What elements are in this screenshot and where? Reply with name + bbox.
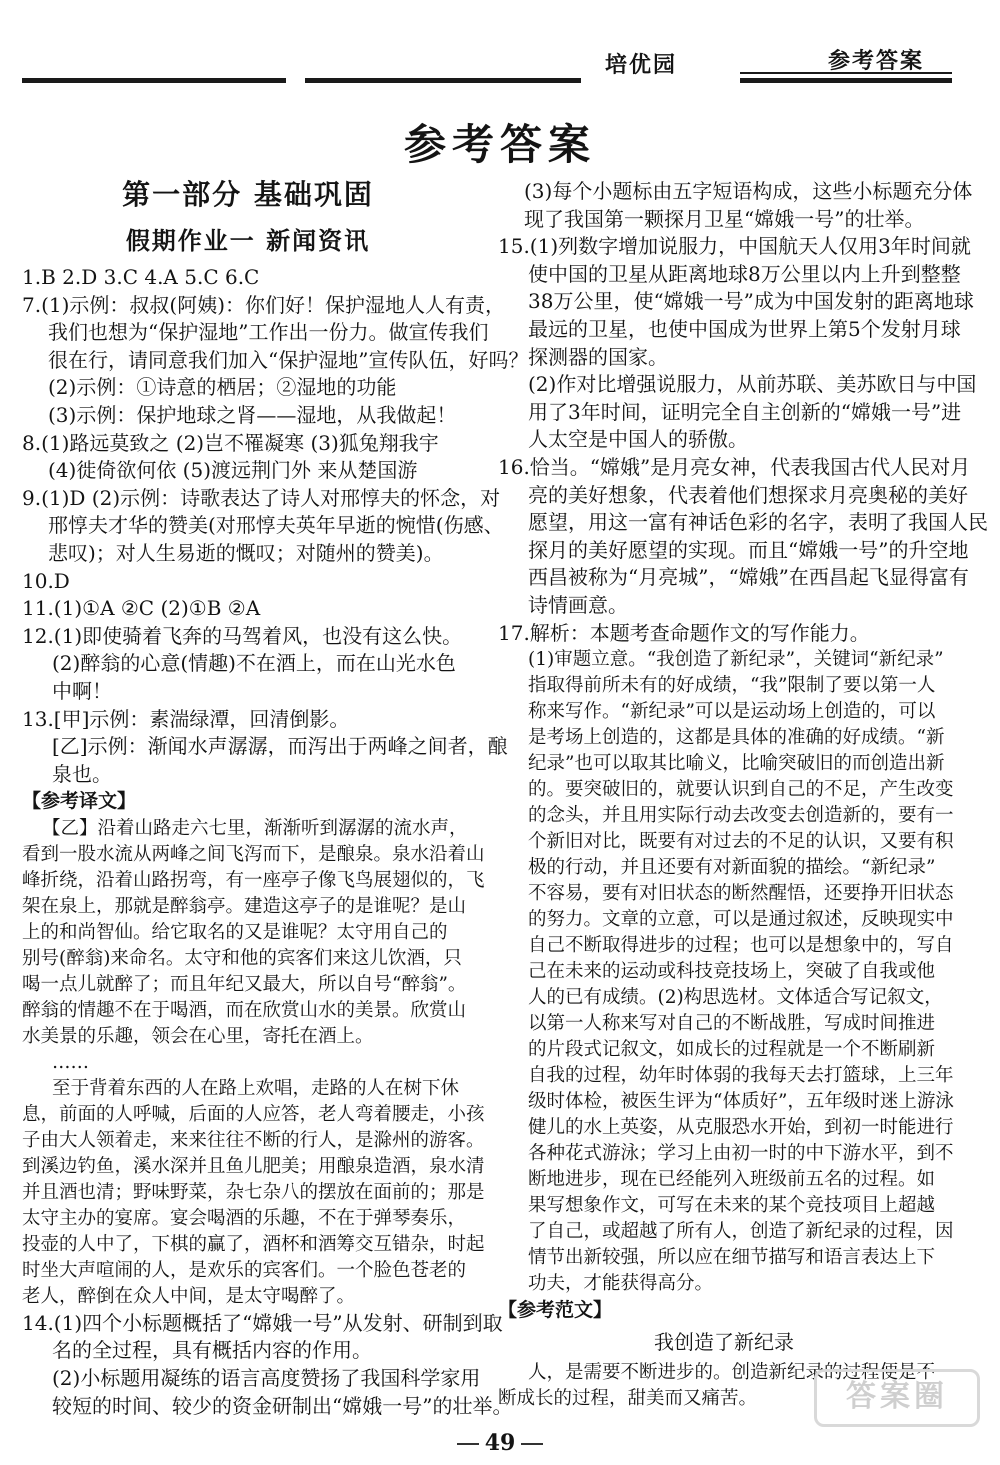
translation-line: 老人，醉倒在众人中间，是太守喝醉了。 xyxy=(22,1285,356,1307)
answer-line: 亮的美好想象，代表着他们想探求月亮奥秘的美好 xyxy=(528,482,968,507)
translation-line: 别号(醉翁)来命名。太守和他的宾客们来这儿饮酒，只 xyxy=(22,947,462,969)
answer-line: 15.(1)列数字增加说服力，中国航天人仅用3年时间就 xyxy=(498,234,971,259)
answer-line: (2)醉翁的心意(情趣)不在酒上，而在山光水色 xyxy=(52,651,456,676)
translation-line: 并且酒也清；野味野菜，杂七杂八的摆放在面前的；那是 xyxy=(22,1181,485,1203)
answer-line: 14.(1)四个小标题概括了“嫦娥一号”从发射、研制到取 xyxy=(22,1310,503,1335)
analysis-line: 称来写作。“新纪录”可以是运动场上创造的，可以 xyxy=(528,701,936,723)
translation-line: 子由大人领着走，来来往往不断的行人，是滁州的游客。 xyxy=(22,1129,485,1151)
page-number-dash-left xyxy=(457,1443,479,1445)
translation-line: 水美景的乐趣，领会在心里，寄托在酒上。 xyxy=(22,1025,374,1047)
translation-line: 太守主办的宴席。宴会喝酒的乐趣，不在于弹琴奏乐， xyxy=(22,1207,467,1229)
translation-line: 看到一股水流从两峰之间飞泻而下，是酿泉。泉水沿着山 xyxy=(22,843,485,865)
answer-line: 中啊！ xyxy=(52,678,112,703)
essay-title: 我创造了新纪录 xyxy=(654,1329,794,1354)
answer-line: 17.解析：本题考查命题作文的写作能力。 xyxy=(498,620,870,645)
answer-line: (4)徙倚欲何依 (5)渡远荆门外 来从楚国游 xyxy=(48,458,418,483)
answer-line: (3)示例：保护地球之肾——湿地，从我做起！ xyxy=(48,402,457,427)
analysis-line: 的片段式记叙文，如成长的过程就是一个不断刷新 xyxy=(528,1039,936,1061)
analysis-line: 果写想象作文，可写在未来的某个竞技项目上超越 xyxy=(528,1195,936,1217)
translation-line: 喝一点儿就醉了；而且年纪又最大，所以自号“醉翁”。 xyxy=(22,973,467,995)
answer-line: 使中国的卫星从距离地球8万公里以内上升到整整 xyxy=(528,261,961,286)
analysis-line: 指取得前所未有的好成绩，“我”限制了要以第一人 xyxy=(528,675,936,697)
analysis-line: 纪录”也可以取其比喻义，比喻突破旧的而创造出新 xyxy=(528,753,945,775)
translation-line: 【乙】沿着山路走六七里，渐渐听到潺潺的流水声， xyxy=(42,817,468,839)
ellipsis: …… xyxy=(52,1051,89,1073)
analysis-line: 个新旧对比，既要有对过去的不足的认识，又要有积 xyxy=(528,831,954,853)
subsection-title: 假期作业一 新闻资讯 xyxy=(125,226,371,255)
analysis-line: 情节出新较强，所以应在细节描写和语言表达上下 xyxy=(528,1247,936,1269)
analysis-line: 了自己，或超越了所有人，创造了新纪录的过程，因 xyxy=(528,1221,954,1243)
answer-line: 邢惇夫才华的赞美(对邢惇夫英年早逝的惋惜(伤感、 xyxy=(48,513,504,538)
answer-line: 11.(1)①A ②C (2)①B ②A xyxy=(22,596,261,621)
essay-line: 人，是需要不断进步的。创造新纪录的过程便是不 xyxy=(528,1362,936,1384)
header-brand: 培优园 xyxy=(605,52,678,78)
page-number-text: 49 xyxy=(484,1430,516,1456)
page-number-dash-right xyxy=(521,1443,543,1445)
analysis-line: 自我的过程，幼年时体弱的我每天去打篮球，上三年 xyxy=(528,1065,954,1087)
reference-essay-label: 【参考范文】 xyxy=(498,1299,613,1322)
analysis-line: 是考场上创造的，这都是具体的准确的好成绩。“新 xyxy=(528,727,945,749)
answer-line: 13.[甲]示例：素湍绿潭，回清倒影。 xyxy=(22,706,350,731)
answer-line: 很在行，请同意我们加入“保护湿地”宣传队伍，好吗？ xyxy=(48,347,529,372)
analysis-line: 功夫，才能获得高分。 xyxy=(528,1273,714,1295)
analysis-line: 断地进步，现在已经能列入班级前五名的过程。如 xyxy=(528,1169,936,1191)
answer-line: 9.(1)D (2)示例：诗歌表达了诗人对邢惇夫的怀念，对 xyxy=(22,485,501,510)
answer-line: 12.(1)即使骑着飞奔的马驾着风，也没有这么快。 xyxy=(22,623,463,648)
analysis-line: 以第一人称来写对自己的不断战胜，写成时间推进 xyxy=(528,1013,936,1035)
answer-line: (2)小标题用凝练的语言高度赞扬了我国科学家用 xyxy=(52,1366,481,1391)
analysis-line: 自己不断取得进步的过程；也可以是想象中的，写自 xyxy=(528,935,954,957)
right-column xyxy=(498,178,988,1412)
answer-line: 诗情画意。 xyxy=(528,592,628,617)
analysis-line: 人的已有成绩。(2)构思选材。文体适合写记叙文， xyxy=(528,987,943,1009)
translation-line: 时坐大声喧闹的人，是欢乐的宾客们。一个脸色苍老的 xyxy=(22,1259,467,1281)
analysis-line: 极的行动，并且还要有对新面貌的描绘。“新纪录” xyxy=(528,857,936,879)
answer-line: 38万公里，使“嫦娥一号”成为中国发射的距离地球 xyxy=(528,289,974,314)
answer-line: 7.(1)示例：叔叔(阿姨)：你们好！保护湿地人人有责， xyxy=(22,292,506,317)
answer-line: 西昌被称为“月亮城”，“嫦娥”在西昌起飞显得富有 xyxy=(528,565,969,590)
translation-line: 醉翁的情趣不在于喝酒，而在欣赏山水的美景。欣赏山 xyxy=(22,999,467,1021)
analysis-line: (1)审题立意。“我创造了新纪录”，关键词“新纪录” xyxy=(528,649,944,671)
answer-line: 悲叹)；对人生易逝的慨叹；对随州的赞美)。 xyxy=(48,540,444,565)
answer-line: 1.B 2.D 3.C 4.A 5.C 6.C xyxy=(22,265,260,289)
column-divider xyxy=(486,178,487,1418)
watermark-logo: 答案圈 xyxy=(814,1369,980,1427)
analysis-line: 不容易，要有对旧状态的断然醒悟，还要挣开旧状态 xyxy=(528,883,954,905)
answer-line: 我们也想为“保护湿地”工作出一份力。做宣传我们 xyxy=(48,320,489,345)
answer-line: 名的全过程，具有概括内容的作用。 xyxy=(52,1338,372,1363)
answer-line: 10.D xyxy=(22,568,70,593)
header-rule-middle xyxy=(305,78,581,83)
left-column xyxy=(22,178,529,1420)
analysis-line: 的。要突破旧的，就要认识到自己的不足，产生改变 xyxy=(528,779,954,801)
answer-line: 用了3年时间，证明完全自主创新的“嫦娥一号”进 xyxy=(528,399,962,424)
answer-line: (2)示例：①诗意的栖居；②湿地的功能 xyxy=(48,375,397,400)
translation-line: 至于背着东西的人在路上欢唱，走路的人在树下休 xyxy=(52,1077,460,1099)
translation-line: 息，前面的人呼喊，后面的人应答，老人弯着腰走，小孩 xyxy=(22,1103,485,1125)
page-number xyxy=(0,1430,1000,1456)
analysis-line: 己在未来的运动或科技竞技场上，突破了自我或他 xyxy=(528,961,936,983)
section-title: 第一部分 基础巩固 xyxy=(122,178,374,211)
page-title: 参考答案 xyxy=(403,120,596,169)
reference-translation-label: 【参考译文】 xyxy=(22,790,137,813)
answer-line: 8.(1)路远莫致之 (2)岂不罹凝寒 (3)狐兔翔我宇 xyxy=(22,430,439,455)
header-rule-right xyxy=(740,78,952,83)
header-rule-left xyxy=(22,78,286,83)
answer-line: 愿望，用这一富有神话色彩的名字，表明了我国人民 xyxy=(528,510,988,535)
essay-line: 断成长的过程，甜美而又痛苦。 xyxy=(498,1388,758,1410)
answer-line: 探测器的国家。 xyxy=(528,344,668,369)
answer-line: (3)每个小题标由五字短语构成，这些小标题充分体 xyxy=(524,179,973,203)
translation-line: 投壶的人中了，下棋的赢了，酒杯和酒筹交互错杂，时起 xyxy=(22,1233,485,1255)
answer-line: 较短的时间、较少的资金研制出“嫦娥一号”的壮举。 xyxy=(52,1393,513,1418)
translation-line: 上的和尚智仙。给它取名的又是谁呢？太守用自己的 xyxy=(22,921,448,943)
answer-line: 人太空是中国人的骄傲。 xyxy=(528,427,748,452)
answer-line: 现了我国第一颗探月卫星“嫦娥一号”的壮举。 xyxy=(524,206,925,231)
answer-line: 探月的美好愿望的实现。而且“嫦娥一号”的升空地 xyxy=(528,537,969,562)
analysis-line: 健儿的水上英姿，从克服恐水开始，到初一时能进行 xyxy=(528,1117,954,1139)
answer-line: 最远的卫星，也使中国成为世界上第5个发射月球 xyxy=(528,316,961,341)
analysis-line: 级时体检，被医生评为“体质好”，五年级时迷上游泳 xyxy=(528,1091,954,1113)
analysis-line: 各种花式游泳；学习上由初一时的中下游水平，到不 xyxy=(528,1143,954,1165)
analysis-line: 的念头，并且用实际行动去改变去创造新的，要有一 xyxy=(528,805,954,827)
analysis-line: 的努力。文章的立意，可以是通过叙述，反映现实中 xyxy=(528,909,954,931)
translation-line: 架在泉上，那就是醉翁亭。建造这亭子的是谁呢？是山 xyxy=(22,895,467,917)
answer-line: (2)作对比增强说服力，从前苏联、美苏欧日与中国 xyxy=(528,372,977,397)
answer-line: 16.恰当。“嫦娥”是月亮女神，代表我国古代人民对月 xyxy=(498,454,971,479)
translation-line: 峰折绕，沿着山路拐弯，有一座亭子像飞鸟展翅似的，飞 xyxy=(22,869,485,891)
answer-line: 泉也。 xyxy=(52,761,112,786)
header-section-label: 参考答案 xyxy=(827,48,924,74)
translation-line: 到溪边钓鱼，溪水深并且鱼儿肥美；用酿泉造酒，泉水清 xyxy=(22,1155,485,1177)
answer-line: [乙]示例：渐闻水声潺潺，而泻出于两峰之间者，酿 xyxy=(52,734,508,759)
